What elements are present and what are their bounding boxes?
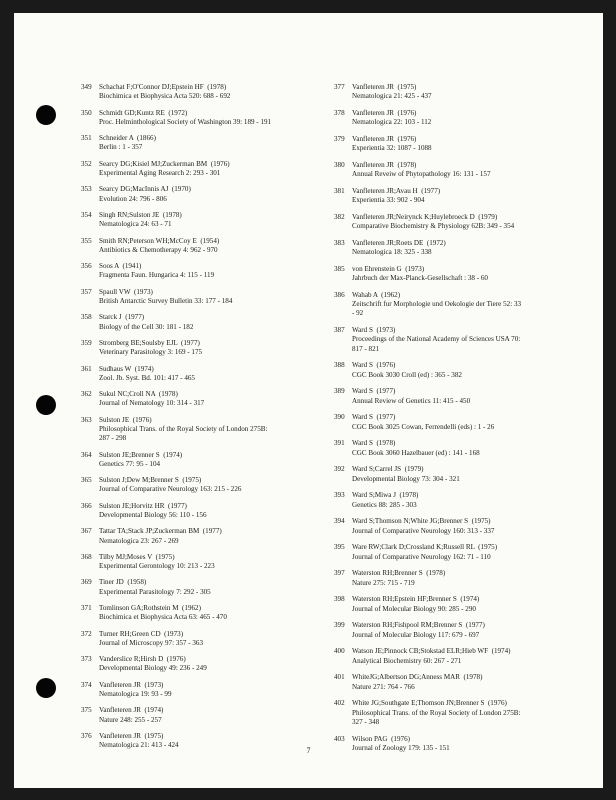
reference-body [352, 465, 589, 483]
reference-source: 287 - 298 [99, 434, 127, 443]
reference-source: Developmental Biology 56: 110 - 156 [99, 510, 207, 519]
reference-body [99, 553, 331, 571]
reference-source: Evolution 24: 796 - 806 [99, 194, 167, 203]
reference-authors-year: White JG;Southgate E;Thomson JN;Brenner S (1976) [352, 699, 507, 708]
reference-authors-year: Sulston JE (1976) [99, 415, 152, 424]
reference-source: Comparative Biochemistry & Physiology 62B: 349 - 354 [352, 222, 515, 231]
reference-entry [81, 655, 331, 673]
reference-body [99, 134, 331, 152]
reference-entry [81, 502, 331, 520]
reference-authors-year: Vanfleteren JR (1973) [99, 680, 164, 689]
reference-source: CGC Book 3060 Hazelbauer (ed) : 141 - 168 [352, 448, 480, 457]
reference-number: 393 [334, 491, 345, 500]
reference-body [99, 237, 331, 255]
reference-entry [334, 543, 589, 561]
reference-number: 383 [334, 239, 345, 247]
reference-authors-year: Schmidt GD;Kuntz RE (1972) [99, 108, 188, 117]
reference-body [352, 291, 589, 319]
reference-source: Antibiotics & Chemotherapy 4: 962 - 970 [99, 245, 218, 254]
reference-number: 363 [81, 415, 92, 424]
reference-number: 394 [334, 517, 345, 526]
right-reference-column [334, 83, 589, 761]
reference-entry [334, 265, 589, 283]
reference-number: 375 [81, 706, 92, 715]
reference-entry [334, 491, 589, 509]
page-number: 7 [306, 746, 311, 755]
reference-number: 400 [334, 647, 345, 656]
reference-authors-year: Waterston RH;Brenner S (1978) [352, 569, 446, 578]
reference-source: 817 - 821 [352, 344, 380, 353]
reference-body [352, 135, 589, 153]
reference-entry [81, 313, 331, 331]
reference-entry [81, 185, 331, 203]
reference-body [352, 595, 589, 613]
reference-number: 395 [334, 543, 345, 552]
reference-source: Experimental Aging Research 2: 293 - 301 [99, 168, 221, 177]
reference-body [352, 187, 589, 205]
reference-source: Nematologica 21: 425 - 437 [352, 92, 432, 101]
reference-entry [334, 213, 589, 231]
reference-entry [81, 578, 331, 596]
reference-source: Analytical Biochemistry 60: 267 - 271 [352, 656, 462, 665]
reference-authors-year: Waterston RH;Fishpool RM;Brenner S (1977) [352, 621, 485, 630]
reference-body [352, 543, 589, 561]
reference-authors-year: Wahab A (1962) [352, 291, 401, 299]
reference-entry [81, 476, 331, 494]
reference-body [99, 681, 331, 699]
reference-source: Berlin : 1 - 357 [99, 143, 143, 152]
reference-entry [334, 387, 589, 405]
reference-number: 356 [81, 262, 92, 271]
reference-number: 390 [334, 413, 345, 422]
reference-body [99, 476, 331, 494]
reference-source: - 92 [352, 309, 364, 318]
left-reference-column [81, 83, 331, 758]
reference-number: 387 [334, 326, 345, 335]
reference-body [99, 527, 331, 545]
reference-body [99, 313, 331, 331]
reference-source: Zeitschrift fur Morphologie und Oekologie der Tiere 52: 33 [352, 300, 522, 309]
reference-source: Experimental Parasitology 7: 292 - 305 [99, 587, 211, 596]
reference-number: 359 [81, 338, 92, 347]
reference-body [352, 83, 589, 101]
reference-source: Experimental Gerontology 10: 213 - 223 [99, 562, 215, 571]
reference-body [352, 161, 589, 179]
reference-number: 399 [334, 621, 345, 630]
reference-entry [334, 187, 589, 205]
reference-body [99, 185, 331, 203]
reference-source: Genetics 77: 95 - 104 [99, 459, 161, 468]
reference-authors-year: Watson JE;Pinnock CB;Stokstad ELR;Hieb WF (1974) [352, 647, 511, 656]
reference-source: Veterinary Parasitology 3: 169 - 175 [99, 348, 203, 357]
reference-authors-year: Smith RN;Peterson WH;McCoy E (1954) [99, 236, 220, 245]
reference-authors-year: Searcy DG;MacInnis AJ (1970) [99, 185, 191, 194]
reference-body [99, 451, 331, 469]
reference-authors-year: Singh RN;Sulston JE (1978) [99, 210, 182, 219]
reference-number: 397 [334, 569, 345, 578]
reference-number: 374 [81, 680, 92, 689]
reference-authors-year: Ward S;Carrel JS (1979) [352, 465, 424, 474]
reference-entry [334, 595, 589, 613]
reference-number: 353 [81, 185, 92, 194]
reference-source: Nature 248: 255 - 257 [99, 715, 162, 724]
reference-source: Nematologica 19: 93 - 99 [99, 690, 172, 699]
reference-body [99, 655, 331, 673]
reference-number: 378 [334, 109, 345, 117]
reference-number: 391 [334, 439, 345, 448]
reference-number: 355 [81, 236, 92, 245]
reference-entry [81, 604, 331, 622]
reference-authors-year: Turner RH;Green CD (1973) [99, 629, 184, 638]
reference-authors-year: Ward S (1977) [352, 387, 396, 396]
reference-entry [81, 451, 331, 469]
reference-authors-year: Vanfleteren JR (1978) [352, 161, 417, 169]
reference-authors-year: Ward S (1977) [352, 413, 396, 422]
reference-authors-year: Ward S (1973) [352, 326, 396, 335]
reference-source: Proceedings of the National Academy of Sciences USA 70: [352, 335, 521, 344]
document-page [14, 13, 603, 788]
reference-number: 392 [334, 465, 345, 474]
reference-entry [334, 239, 589, 257]
reference-number: 366 [81, 501, 92, 510]
reference-entry [334, 621, 589, 639]
reference-source: Journal of Comparative Neurology 162: 71 - 110 [352, 552, 491, 561]
reference-authors-year: Ward S;Miwa J (1978) [352, 491, 419, 500]
reference-number: 369 [81, 578, 92, 587]
reference-source: Proc. Helminthological Society of Washington 39: 189 - 191 [99, 117, 272, 126]
reference-body [352, 361, 589, 379]
reference-entry [334, 647, 589, 665]
reference-authors-year: Schneider A (1866) [99, 134, 156, 143]
reference-entry [334, 439, 589, 457]
reference-number: 368 [81, 552, 92, 561]
reference-number: 380 [334, 161, 345, 169]
reference-entry [334, 673, 589, 691]
reference-body [352, 109, 589, 127]
reference-source: 327 - 348 [352, 717, 380, 726]
reference-number: 354 [81, 210, 92, 219]
reference-entry [81, 211, 331, 229]
reference-authors-year: Tomlinson GA;Rothstein M (1962) [99, 604, 201, 613]
reference-source: Developmental Biology 49: 236 - 249 [99, 664, 207, 673]
reference-entry [334, 161, 589, 179]
reference-body [99, 339, 331, 357]
reference-number: 382 [334, 213, 345, 221]
reference-source: Journal of Comparative Neurology 163: 215 - 226 [99, 485, 242, 494]
reference-source: CGC Book 3025 Cowan, Ferrendelli (eds) : 1 - 26 [352, 422, 495, 431]
reference-authors-year: WhiteJG;Albertson DG;Anness MAR (1978) [352, 673, 483, 682]
reference-entry [334, 413, 589, 431]
reference-entry [81, 527, 331, 545]
reference-source: Biochimica et Biophysica Acta 520: 688 - 692 [99, 92, 231, 101]
reference-entry [81, 365, 331, 383]
reference-number: 401 [334, 673, 345, 682]
reference-source: Journal of Microscopy 97: 357 - 363 [99, 638, 204, 647]
reference-body [99, 262, 331, 280]
reference-number: 372 [81, 629, 92, 638]
reference-entry [81, 681, 331, 699]
reference-body [352, 491, 589, 509]
reference-source: Philosophical Trans. of the Royal Society of London 275B: [352, 708, 521, 717]
reference-body [352, 621, 589, 639]
reference-entry [81, 109, 331, 127]
reference-entry [334, 135, 589, 153]
reference-authors-year: von Ehrenstein G (1973) [352, 265, 425, 273]
reference-entry [334, 109, 589, 127]
reference-authors-year: Tiner JD (1958) [99, 578, 147, 587]
reference-entry [334, 569, 589, 587]
reference-number: 389 [334, 387, 345, 396]
reference-body [99, 365, 331, 383]
reference-source: Fragmenta Faun. Hungarica 4: 115 - 119 [99, 271, 215, 280]
reference-authors-year: Vanfleteren JR;Neirynck K;Huylebroeck D (1979) [352, 213, 498, 221]
reference-authors-year: Sulston J;Dew M;Brenner S (1975) [99, 476, 202, 485]
reference-body [99, 160, 331, 178]
reference-body [99, 502, 331, 520]
reference-body [352, 387, 589, 405]
reference-source: Annual Reveiw of Phytopathology 16: 131 - 157 [352, 170, 491, 179]
reference-source: Genetics 88: 285 - 303 [352, 500, 417, 509]
reference-source: Experientia 33: 902 - 904 [352, 196, 425, 205]
reference-authors-year: Tattar TA;Stack JP;Zuckerman BM (1977) [99, 527, 222, 536]
reference-body [99, 578, 331, 596]
reference-authors-year: Waterston RH;Epstein HF;Brenner S (1974) [352, 595, 480, 604]
reference-number: 350 [81, 108, 92, 117]
reference-number: 376 [81, 732, 92, 741]
reference-source: Journal of Nematology 10: 314 - 317 [99, 399, 205, 408]
reference-body [352, 413, 589, 431]
reference-authors-year: Wilson PAG (1976) [352, 734, 410, 743]
reference-entry [81, 160, 331, 178]
reference-entry [334, 361, 589, 379]
reference-body [99, 604, 331, 622]
punch-hole-top [36, 105, 56, 125]
reference-authors-year: Starck J (1977) [99, 313, 145, 322]
reference-authors-year: Vanfleteren JR (1974) [99, 706, 164, 715]
reference-entry [81, 416, 331, 444]
reference-authors-year: Ward S (1976) [352, 361, 396, 370]
reference-number: 371 [81, 604, 92, 613]
reference-authors-year: Sulston JE;Horvitz HR (1977) [99, 501, 187, 510]
reference-entry [81, 630, 331, 648]
reference-authors-year: Ward S;Thomson N;White JG;Brenner S (1975) [352, 517, 491, 526]
reference-number: 364 [81, 450, 92, 459]
reference-source: Nematologica 23: 267 - 269 [99, 536, 179, 545]
reference-entry [81, 288, 331, 306]
reference-entry [81, 237, 331, 255]
reference-authors-year: Vanfleteren JR;Roets DE (1972) [352, 239, 446, 247]
reference-body [99, 630, 331, 648]
reference-authors-year: Vanfleteren JR (1975) [352, 83, 417, 91]
reference-source: Jahrbuch der Max-Planck-Gesellschaft : 38 - 60 [352, 274, 488, 283]
reference-source: Nematologica 21: 413 - 424 [99, 741, 179, 750]
reference-number: 403 [334, 734, 345, 743]
reference-body [99, 390, 331, 408]
reference-entry [81, 339, 331, 357]
reference-number: 352 [81, 159, 92, 168]
reference-number: 388 [334, 361, 345, 370]
reference-body [352, 673, 589, 691]
reference-source: Journal of Zoology 179: 135 - 151 [352, 743, 450, 752]
reference-authors-year: Vanfleteren JR (1975) [99, 732, 164, 741]
reference-number: 367 [81, 527, 92, 536]
reference-source: Developmental Biology 73: 304 - 321 [352, 474, 460, 483]
reference-body [352, 647, 589, 665]
reference-number: 349 [81, 83, 92, 91]
reference-authors-year: Tilby MJ;Moses V (1975) [99, 552, 175, 561]
reference-source: Experientia 32: 1087 - 1088 [352, 144, 432, 153]
reference-number: 351 [81, 134, 92, 143]
reference-body [352, 239, 589, 257]
reference-source: Nature 275: 715 - 719 [352, 578, 415, 587]
reference-body [352, 439, 589, 457]
reference-number: 377 [334, 83, 345, 91]
reference-entry [334, 326, 589, 354]
reference-source: Nematologica 22: 103 - 112 [352, 118, 432, 127]
punch-hole-middle [36, 395, 56, 415]
reference-number: 357 [81, 287, 92, 296]
reference-number: 365 [81, 476, 92, 485]
reference-source: Nematologica 24: 63 - 71 [99, 220, 172, 229]
reference-body [352, 213, 589, 231]
reference-number: 362 [81, 390, 92, 399]
reference-entry [334, 291, 589, 319]
reference-authors-year: Sulston JE;Brenner S (1974) [99, 450, 183, 459]
reference-body [99, 706, 331, 724]
reference-number: 358 [81, 313, 92, 322]
reference-body [99, 416, 331, 444]
reference-entry [81, 706, 331, 724]
reference-source: Biochimica et Biophysica Acta 63: 465 - 470 [99, 613, 227, 622]
reference-body [352, 569, 589, 587]
reference-authors-year: Vanderslice R;Hirsh D (1976) [99, 655, 186, 664]
reference-source: Journal of Molecular Biology 90: 285 - 290 [352, 604, 476, 613]
reference-entry [81, 262, 331, 280]
reference-authors-year: Ward S (1978) [352, 439, 396, 448]
reference-source: Nature 271: 764 - 766 [352, 682, 415, 691]
reference-authors-year: Sukul NC;Croll NA (1978) [99, 390, 178, 399]
reference-source: Nematologica 18: 325 - 338 [352, 248, 432, 257]
reference-number: 373 [81, 655, 92, 664]
reference-authors-year: Schachat F;O'Connor DJ;Epstein HF (1978) [99, 83, 227, 91]
reference-source: Annual Review of Genetics 11: 415 - 450 [352, 396, 471, 405]
reference-number: 398 [334, 595, 345, 604]
reference-authors-year: Searcy DG;Kisiel MJ;Zuckerman BM (1976) [99, 159, 230, 168]
reference-source: Journal of Molecular Biology 117: 679 - 697 [352, 630, 480, 639]
reference-authors-year: Ware RW;Clark D;Crossland K;Russell RL (1975) [352, 543, 498, 552]
reference-entry [334, 699, 589, 727]
reference-entry [334, 83, 589, 101]
reference-number: 361 [81, 364, 92, 373]
reference-body [99, 109, 331, 127]
reference-body [352, 265, 589, 283]
reference-entry [334, 517, 589, 535]
reference-source: Philosophical Trans. of the Royal Society of London 275B: [99, 424, 268, 433]
reference-entry [334, 465, 589, 483]
reference-authors-year: Vanfleteren JR (1976) [352, 109, 417, 117]
reference-source: CGC Book 3030 Croll (ed) : 365 - 382 [352, 370, 462, 379]
reference-entry [81, 553, 331, 571]
reference-body [352, 326, 589, 354]
reference-number: 386 [334, 291, 345, 299]
reference-number: 381 [334, 187, 345, 195]
reference-entry [81, 390, 331, 408]
reference-source: Zool. Jb. Syst. Bd. 101: 417 - 465 [99, 373, 195, 382]
reference-authors-year: Spaull VW (1973) [99, 287, 153, 296]
reference-source: Journal of Comparative Neurology 160: 313 - 337 [352, 526, 495, 535]
reference-authors-year: Vanfleteren JR (1976) [352, 135, 417, 143]
reference-body [99, 83, 331, 101]
punch-hole-bottom [36, 678, 56, 698]
reference-entry [81, 83, 331, 101]
reference-body [352, 517, 589, 535]
reference-body [99, 211, 331, 229]
reference-authors-year: Vanfleteren JR;Avau H (1977) [352, 187, 441, 195]
reference-body [352, 699, 589, 727]
reference-number: 379 [334, 135, 345, 143]
reference-number: 385 [334, 265, 345, 273]
reference-source: Biology of the Cell 30: 181 - 182 [99, 322, 194, 331]
reference-number: 402 [334, 699, 345, 708]
reference-body [99, 288, 331, 306]
reference-source: British Antarctic Survey Bulletin 33: 177 - 184 [99, 296, 233, 305]
reference-authors-year: Sudhaus W (1974) [99, 364, 154, 373]
reference-authors-year: Stromberg BE;Soulsby EJL (1977) [99, 338, 200, 347]
reference-authors-year: Soos A (1941) [99, 262, 142, 271]
reference-entry [81, 134, 331, 152]
